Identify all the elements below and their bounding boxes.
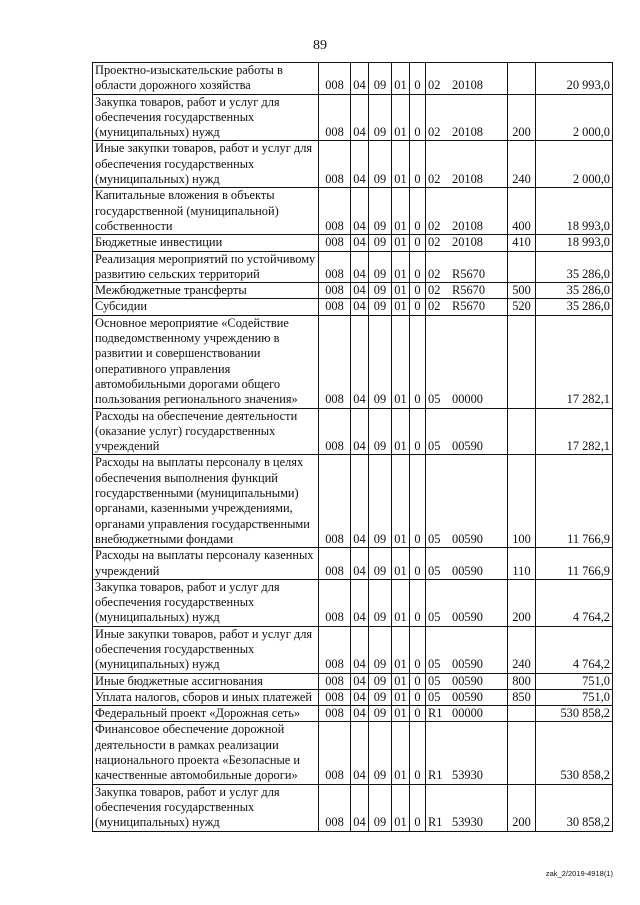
- section-code: 04: [351, 188, 369, 235]
- direction-code: 53930: [452, 768, 483, 783]
- subprogram-code: 0: [410, 626, 426, 673]
- row-name: Закупка товаров, работ и услуг для обеспечения государственных (муниципальных) нужд: [93, 579, 319, 626]
- program-code: 01: [392, 548, 410, 580]
- target-code: [426, 548, 508, 580]
- section-code: 04: [351, 315, 369, 408]
- row-name: Расходы на обеспечение деятельности (оказание услуг) государственных учреждений: [93, 408, 319, 455]
- budget-table: [92, 62, 613, 832]
- event-code: 05: [428, 689, 441, 704]
- program-code: 01: [392, 283, 410, 299]
- subsection-code: 09: [369, 455, 392, 548]
- expense-type-code: 200: [508, 784, 536, 831]
- subsection-code: 09: [369, 626, 392, 673]
- expense-type-code: [508, 63, 536, 95]
- table-row: [93, 408, 613, 455]
- ministry-code: 008: [319, 673, 351, 689]
- ministry-code: 008: [319, 63, 351, 95]
- ministry-code: 008: [319, 251, 351, 283]
- row-name: Иные закупки товаров, работ и услуг для обеспечения государственных (муниципальных) нужд: [93, 141, 319, 188]
- event-code: R1: [428, 815, 443, 830]
- ministry-code: 008: [319, 626, 351, 673]
- table-row: [93, 235, 613, 251]
- ministry-code: 008: [319, 689, 351, 705]
- ministry-code: 008: [319, 188, 351, 235]
- amount: 30 858,2: [536, 784, 613, 831]
- subprogram-code: 0: [410, 579, 426, 626]
- expense-type-code: 100: [508, 455, 536, 548]
- row-name: Межбюджетные трансферты: [93, 283, 319, 299]
- row-name: Финансовое обеспечение дорожной деятельности в рамках реализации национального проекта «Безопасные и качественные автомобильные дороги»: [93, 722, 319, 784]
- section-code: 04: [351, 94, 369, 141]
- subsection-code: 09: [369, 283, 392, 299]
- section-code: 04: [351, 673, 369, 689]
- table-row: [93, 626, 613, 673]
- program-code: 01: [392, 251, 410, 283]
- direction-code: 20108: [452, 235, 483, 250]
- expense-type-code: 500: [508, 283, 536, 299]
- amount: 17 282,1: [536, 315, 613, 408]
- subsection-code: 09: [369, 548, 392, 580]
- subprogram-code: 0: [410, 722, 426, 784]
- event-code: 02: [428, 299, 441, 314]
- subprogram-code: 0: [410, 548, 426, 580]
- subsection-code: 09: [369, 315, 392, 408]
- subsection-code: 09: [369, 722, 392, 784]
- direction-code: 00590: [452, 673, 483, 688]
- target-code: [426, 299, 508, 315]
- target-code: [426, 408, 508, 455]
- section-code: 04: [351, 283, 369, 299]
- ministry-code: 008: [319, 299, 351, 315]
- amount: 530 858,2: [536, 722, 613, 784]
- target-code: [426, 94, 508, 141]
- expense-type-code: [508, 408, 536, 455]
- target-code: [426, 251, 508, 283]
- row-name: Капитальные вложения в объекты государственной (муниципальной) собственности: [93, 188, 319, 235]
- table-row: [93, 706, 613, 722]
- target-code: [426, 579, 508, 626]
- target-code: [426, 188, 508, 235]
- direction-code: 20108: [452, 172, 483, 187]
- event-code: 02: [428, 235, 441, 250]
- subprogram-code: 0: [410, 689, 426, 705]
- table-row: [93, 689, 613, 705]
- subprogram-code: 0: [410, 235, 426, 251]
- subprogram-code: 0: [410, 408, 426, 455]
- subsection-code: 09: [369, 408, 392, 455]
- expense-type-code: 400: [508, 188, 536, 235]
- amount: 20 993,0: [536, 63, 613, 95]
- direction-code: 00590: [452, 563, 483, 578]
- subprogram-code: 0: [410, 299, 426, 315]
- direction-code: 20108: [452, 125, 483, 140]
- direction-code: 00590: [452, 689, 483, 704]
- row-name: Реализация мероприятий по устойчивому развитию сельских территорий: [93, 251, 319, 283]
- direction-code: 20108: [452, 218, 483, 233]
- ministry-code: 008: [319, 722, 351, 784]
- section-code: 04: [351, 626, 369, 673]
- expense-type-code: [508, 706, 536, 722]
- event-code: R1: [428, 706, 443, 721]
- table-row: [93, 141, 613, 188]
- ministry-code: 008: [319, 408, 351, 455]
- table-row: [93, 188, 613, 235]
- row-name: Расходы на выплаты персоналу в целях обеспечения выполнения функций государственными (муниципальными) органами, казенными учреждениями, органами управления государственными внебюджетными фондами: [93, 455, 319, 548]
- table-row: [93, 455, 613, 548]
- section-code: 04: [351, 455, 369, 548]
- section-code: 04: [351, 408, 369, 455]
- amount: 35 286,0: [536, 283, 613, 299]
- row-name: Иные бюджетные ассигнования: [93, 673, 319, 689]
- amount: 35 286,0: [536, 299, 613, 315]
- ministry-code: 008: [319, 784, 351, 831]
- document-footer-code: zak_2/2019-4918(1): [545, 869, 613, 878]
- event-code: 05: [428, 673, 441, 688]
- row-name: Расходы на выплаты персоналу казенных учреждений: [93, 548, 319, 580]
- program-code: 01: [392, 455, 410, 548]
- target-code: [426, 315, 508, 408]
- subsection-code: 09: [369, 94, 392, 141]
- section-code: 04: [351, 722, 369, 784]
- subprogram-code: 0: [410, 315, 426, 408]
- section-code: 04: [351, 706, 369, 722]
- direction-code: R5670: [452, 283, 486, 298]
- program-code: 01: [392, 722, 410, 784]
- target-code: [426, 63, 508, 95]
- target-code: [426, 141, 508, 188]
- ministry-code: 008: [319, 315, 351, 408]
- table-row: [93, 579, 613, 626]
- event-code: 05: [428, 563, 441, 578]
- direction-code: 00590: [452, 531, 483, 546]
- program-code: 01: [392, 673, 410, 689]
- page-number: 89: [313, 38, 327, 53]
- table-row: [93, 94, 613, 141]
- target-code: [426, 722, 508, 784]
- row-name: Иные закупки товаров, работ и услуг для обеспечения государственных (муниципальных) нужд: [93, 626, 319, 673]
- subsection-code: 09: [369, 251, 392, 283]
- program-code: 01: [392, 94, 410, 141]
- ministry-code: 008: [319, 235, 351, 251]
- expense-type-code: 800: [508, 673, 536, 689]
- row-name: Бюджетные инвестиции: [93, 235, 319, 251]
- subprogram-code: 0: [410, 784, 426, 831]
- table-row: [93, 283, 613, 299]
- section-code: 04: [351, 784, 369, 831]
- subsection-code: 09: [369, 63, 392, 95]
- amount: 751,0: [536, 673, 613, 689]
- direction-code: R5670: [452, 266, 486, 281]
- subprogram-code: 0: [410, 283, 426, 299]
- amount: 18 993,0: [536, 235, 613, 251]
- section-code: 04: [351, 299, 369, 315]
- ministry-code: 008: [319, 94, 351, 141]
- ministry-code: 008: [319, 141, 351, 188]
- table-row: [93, 784, 613, 831]
- program-code: 01: [392, 63, 410, 95]
- expense-type-code: 110: [508, 548, 536, 580]
- event-code: 05: [428, 439, 441, 454]
- amount: 2 000,0: [536, 94, 613, 141]
- amount: 2 000,0: [536, 141, 613, 188]
- amount: 35 286,0: [536, 251, 613, 283]
- expense-type-code: 240: [508, 141, 536, 188]
- program-code: 01: [392, 689, 410, 705]
- subsection-code: 09: [369, 188, 392, 235]
- direction-code: 53930: [452, 815, 483, 830]
- target-code: [426, 455, 508, 548]
- subsection-code: 09: [369, 299, 392, 315]
- program-code: 01: [392, 315, 410, 408]
- table-row: [93, 673, 613, 689]
- amount: 4 764,2: [536, 626, 613, 673]
- target-code: [426, 283, 508, 299]
- ministry-code: 008: [319, 548, 351, 580]
- program-code: 01: [392, 784, 410, 831]
- event-code: 02: [428, 218, 441, 233]
- row-name: Проектно-изыскательские работы в области дорожного хозяйства: [93, 63, 319, 95]
- subprogram-code: 0: [410, 251, 426, 283]
- program-code: 01: [392, 579, 410, 626]
- table-row: [93, 548, 613, 580]
- program-code: 01: [392, 188, 410, 235]
- subprogram-code: 0: [410, 455, 426, 548]
- program-code: 01: [392, 408, 410, 455]
- subprogram-code: 0: [410, 706, 426, 722]
- amount: 17 282,1: [536, 408, 613, 455]
- expense-type-code: 200: [508, 579, 536, 626]
- row-name: Основное мероприятие «Содействие подведомственному учреждению в развитии и совершенствовании оперативного управления автомобильными дорогами общего пользования регионального значения»: [93, 315, 319, 408]
- section-code: 04: [351, 141, 369, 188]
- table-body: [93, 63, 613, 832]
- subsection-code: 09: [369, 689, 392, 705]
- program-code: 01: [392, 141, 410, 188]
- subprogram-code: 0: [410, 188, 426, 235]
- target-code: [426, 689, 508, 705]
- amount: 18 993,0: [536, 188, 613, 235]
- target-code: [426, 706, 508, 722]
- table-row: [93, 315, 613, 408]
- table-row: [93, 299, 613, 315]
- ministry-code: 008: [319, 579, 351, 626]
- target-code: [426, 626, 508, 673]
- direction-code: 00590: [452, 657, 483, 672]
- target-code: [426, 235, 508, 251]
- row-name: Уплата налогов, сборов и иных платежей: [93, 689, 319, 705]
- program-code: 01: [392, 235, 410, 251]
- expense-type-code: 200: [508, 94, 536, 141]
- subprogram-code: 0: [410, 673, 426, 689]
- ministry-code: 008: [319, 283, 351, 299]
- table-row: [93, 63, 613, 95]
- subsection-code: 09: [369, 673, 392, 689]
- amount: 530 858,2: [536, 706, 613, 722]
- direction-code: 20108: [452, 78, 483, 93]
- event-code: 02: [428, 78, 441, 93]
- direction-code: 00000: [452, 392, 483, 407]
- subsection-code: 09: [369, 706, 392, 722]
- ministry-code: 008: [319, 706, 351, 722]
- row-name: Субсидии: [93, 299, 319, 315]
- amount: 11 766,9: [536, 455, 613, 548]
- program-code: 01: [392, 706, 410, 722]
- direction-code: R5670: [452, 299, 486, 314]
- ministry-code: 008: [319, 455, 351, 548]
- direction-code: 00590: [452, 610, 483, 625]
- amount: 751,0: [536, 689, 613, 705]
- row-name: Закупка товаров, работ и услуг для обеспечения государственных (муниципальных) нужд: [93, 784, 319, 831]
- event-code: 05: [428, 657, 441, 672]
- expense-type-code: 240: [508, 626, 536, 673]
- direction-code: 00590: [452, 439, 483, 454]
- amount: 4 764,2: [536, 579, 613, 626]
- subprogram-code: 0: [410, 94, 426, 141]
- target-code: [426, 673, 508, 689]
- expense-type-code: [508, 315, 536, 408]
- subprogram-code: 0: [410, 63, 426, 95]
- section-code: 04: [351, 63, 369, 95]
- event-code: R1: [428, 768, 443, 783]
- program-code: 01: [392, 626, 410, 673]
- event-code: 02: [428, 283, 441, 298]
- direction-code: 00000: [452, 706, 483, 721]
- target-code: [426, 784, 508, 831]
- program-code: 01: [392, 299, 410, 315]
- expense-type-code: [508, 722, 536, 784]
- expense-type-code: [508, 251, 536, 283]
- event-code: 02: [428, 172, 441, 187]
- subsection-code: 09: [369, 235, 392, 251]
- expense-type-code: 410: [508, 235, 536, 251]
- event-code: 05: [428, 531, 441, 546]
- expense-type-code: 520: [508, 299, 536, 315]
- event-code: 05: [428, 392, 441, 407]
- subsection-code: 09: [369, 141, 392, 188]
- section-code: 04: [351, 251, 369, 283]
- expense-type-code: 850: [508, 689, 536, 705]
- table-row: [93, 251, 613, 283]
- amount: 11 766,9: [536, 548, 613, 580]
- subsection-code: 09: [369, 784, 392, 831]
- table-row: [93, 722, 613, 784]
- event-code: 02: [428, 125, 441, 140]
- section-code: 04: [351, 235, 369, 251]
- event-code: 02: [428, 266, 441, 281]
- subsection-code: 09: [369, 579, 392, 626]
- section-code: 04: [351, 548, 369, 580]
- section-code: 04: [351, 579, 369, 626]
- subprogram-code: 0: [410, 141, 426, 188]
- event-code: 05: [428, 610, 441, 625]
- section-code: 04: [351, 689, 369, 705]
- row-name: Закупка товаров, работ и услуг для обеспечения государственных (муниципальных) нужд: [93, 94, 319, 141]
- row-name: Федеральный проект «Дорожная сеть»: [93, 706, 319, 722]
